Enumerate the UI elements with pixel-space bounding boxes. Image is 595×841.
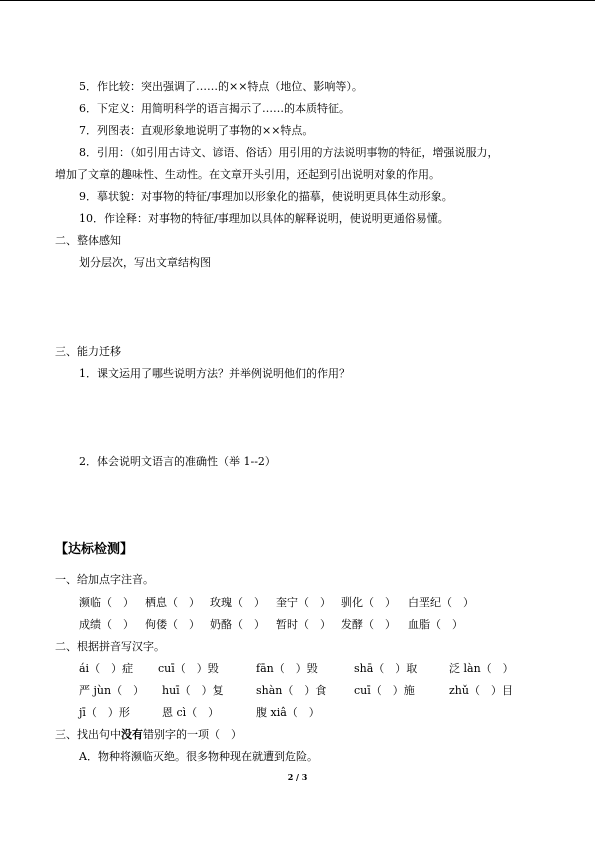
pinyin-blank: 泛 làn（ ） bbox=[449, 662, 514, 675]
question-title: 一、给加点字注音。 bbox=[55, 573, 154, 586]
method-item-continued: 增加了文章的趣味性、生动性。在文章开头引用，还起到引出说明对象的作用。 bbox=[55, 168, 440, 181]
method-item: 10．作诠释：对事物的特征/事理加以具体的解释说明，使说明更通俗易懂。 bbox=[79, 212, 449, 225]
section-task: 划分层次，写出文章结构图 bbox=[79, 256, 211, 269]
pinyin-blank: cuī（ ）施 bbox=[354, 684, 415, 697]
option-a: A．物种将濒临灭绝。很多物种现在就遭到危险。 bbox=[79, 750, 318, 763]
question-title: 二、根据拼音写汉字。 bbox=[55, 640, 165, 653]
word-blank: 发酵（ ） bbox=[341, 618, 396, 631]
method-item: 8．引用：（如引用古诗文、谚语、俗话）用引用的方法说明事物的特征，增强说服力， bbox=[79, 146, 499, 159]
pinyin-blank: fān（ ）毁 bbox=[256, 662, 318, 675]
method-item: 9．摹状貌：对事物的特征/事理加以形象化的描摹，使说明更具体生动形象。 bbox=[79, 190, 453, 203]
question-title-suffix: 错别字的一项（ ） bbox=[143, 728, 242, 741]
question-title-emphasis: 没有 bbox=[121, 728, 143, 741]
word-blank: 血脂（ ） bbox=[408, 618, 463, 631]
question-title bbox=[55, 728, 242, 742]
question: 1．课文运用了哪些说明方法？并举例说明他们的作用？ bbox=[79, 367, 350, 380]
word-blank: 驯化（ ） bbox=[341, 596, 396, 609]
pinyin-blank: 严 jùn（ ） bbox=[79, 684, 145, 697]
word-blank: 佝偻（ ） bbox=[145, 618, 200, 631]
pinyin-blank: 恩 cì（ ） bbox=[162, 706, 220, 719]
word-blank: 暂时（ ） bbox=[276, 618, 331, 631]
pinyin-blank: zhǔ（ ）目 bbox=[449, 684, 513, 697]
section-title: 二、整体感知 bbox=[55, 234, 121, 247]
pinyin-blank: huī（ ）复 bbox=[162, 684, 224, 697]
word-blank: 成绩（ ） bbox=[79, 618, 134, 631]
page-number: 2 / 3 bbox=[287, 772, 308, 782]
pinyin-blank: ái（ ）症 bbox=[79, 662, 134, 675]
method-item: 5．作比较：突出强调了……的××特点（地位、影响等）。 bbox=[79, 80, 363, 93]
pinyin-blank: 腹 xiâ（ ） bbox=[256, 706, 320, 719]
word-blank: 濒临（ ） bbox=[79, 596, 134, 609]
word-blank: 奎宁（ ） bbox=[276, 596, 331, 609]
header-rule bbox=[0, 0, 595, 1]
check-heading: 【达标检测】 bbox=[55, 542, 134, 557]
pinyin-blank: shàn（ ）食 bbox=[256, 684, 327, 697]
pinyin-blank: cuī（ ）毁 bbox=[158, 662, 219, 675]
question-title-prefix: 三、找出句中 bbox=[55, 728, 121, 741]
word-blank: 玫瑰（ ） bbox=[210, 596, 265, 609]
method-item: 7．列图表：直观形象地说明了事物的××特点。 bbox=[79, 124, 314, 137]
pinyin-blank: jī（ ）形 bbox=[79, 706, 130, 719]
word-blank: 奶酪（ ） bbox=[210, 618, 265, 631]
word-blank: 白垩纪（ ） bbox=[408, 596, 474, 609]
pinyin-blank: shā（ ）取 bbox=[354, 662, 418, 675]
method-item: 6．下定义：用简明科学的语言揭示了……的本质特征。 bbox=[79, 102, 350, 115]
word-blank: 栖息（ ） bbox=[145, 596, 200, 609]
question: 2．体会说明文语言的准确性（举 1--2） bbox=[79, 455, 276, 468]
section-title: 三、能力迁移 bbox=[55, 345, 121, 358]
